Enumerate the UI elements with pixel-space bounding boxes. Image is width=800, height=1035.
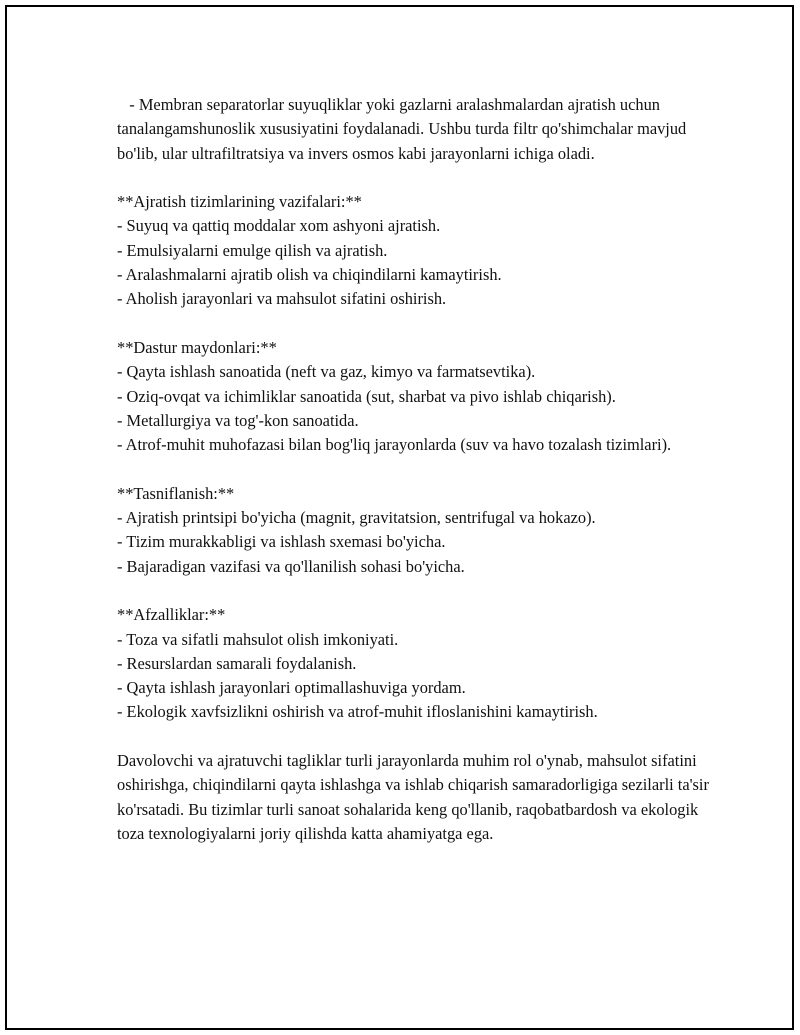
list-item: - Bajaradigan vazifasi va qo'llanilish sohasi bo'yicha. bbox=[117, 556, 465, 576]
list-item: - Tizim murakkabligi va ishlash sxemasi bo'yicha. bbox=[117, 532, 446, 552]
list-item: - Qayta ishlash jarayonlari optimallashuviga yordam. bbox=[117, 678, 466, 698]
section-application-areas bbox=[117, 336, 717, 457]
section-heading: **Tasniflanish:** bbox=[117, 483, 235, 503]
list-item: - Toza va sifatli mahsulot olish imkoniyati. bbox=[117, 629, 399, 649]
list-item: - Ajratish printsipi bo'yicha (magnit, gravitatsion, sentrifugal va hokazo). bbox=[117, 508, 596, 528]
list-item: - Resurslardan samarali foydalanish. bbox=[117, 653, 357, 673]
list-item: - Ekologik xavfsizlikni oshirish va atrof-muhit ifloslanishini kamaytirish. bbox=[117, 702, 598, 722]
section-heading: **Afzalliklar:** bbox=[117, 605, 226, 625]
document-body bbox=[117, 93, 717, 871]
section-advantages bbox=[117, 603, 717, 724]
list-item: - Metallurgiya va tog'-kon sanoatida. bbox=[117, 410, 359, 430]
intro-paragraph: - Membran separatorlar suyuqliklar yoki gazlarni aralashmalardan ajratish uchun tanalangamshunoslik xususiyatini foydalanadi. Ushbu turda filtr qo'shimchalar mavjud bo'lib, ular ultrafiltratsiya va invers osmos kabi jarayonlarni ichiga oladi. bbox=[117, 95, 691, 163]
section-heading: **Dastur maydonlari:** bbox=[117, 337, 277, 357]
section-functions bbox=[117, 190, 717, 311]
list-item: - Aralashmalarni ajratib olish va chiqindilarni kamaytirish. bbox=[117, 265, 502, 285]
list-item: - Oziq-ovqat va ichimliklar sanoatida (sut, sharbat va pivo ishlab chiqarish). bbox=[117, 386, 616, 406]
section-classification bbox=[117, 482, 717, 579]
list-item: - Qayta ishlash sanoatida (neft va gaz, kimyo va farmatsevtika). bbox=[117, 362, 536, 382]
list-item: - Emulsiyalarni emulge qilish va ajratish. bbox=[117, 240, 388, 260]
list-item: - Atrof-muhit muhofazasi bilan bog'liq jarayonlarda (suv va havo tozalash tizimlari). bbox=[117, 435, 672, 455]
list-item: - Aholish jarayonlari va mahsulot sifatini oshirish. bbox=[117, 289, 447, 309]
conclusion-paragraph: Davolovchi va ajratuvchi tagliklar turli jarayonlarda muhim rol o'ynab, mahsulot sifatini oshirishga, chiqindilarni qayta ishlashga va ishlab chiqarish samaradorligiga sezilarli ta'sir ko'rsatadi. Bu tizimlar turli sanoat sohalarida keng qo'llanib, raqobatbardosh va ekologik toza texnologiyalarni joriy qilishda katta ahamiyatga ega. bbox=[117, 751, 714, 843]
section-heading: **Ajratish tizimlarining vazifalari:** bbox=[117, 192, 362, 212]
list-item: - Suyuq va qattiq moddalar xom ashyoni ajratish. bbox=[117, 216, 441, 236]
